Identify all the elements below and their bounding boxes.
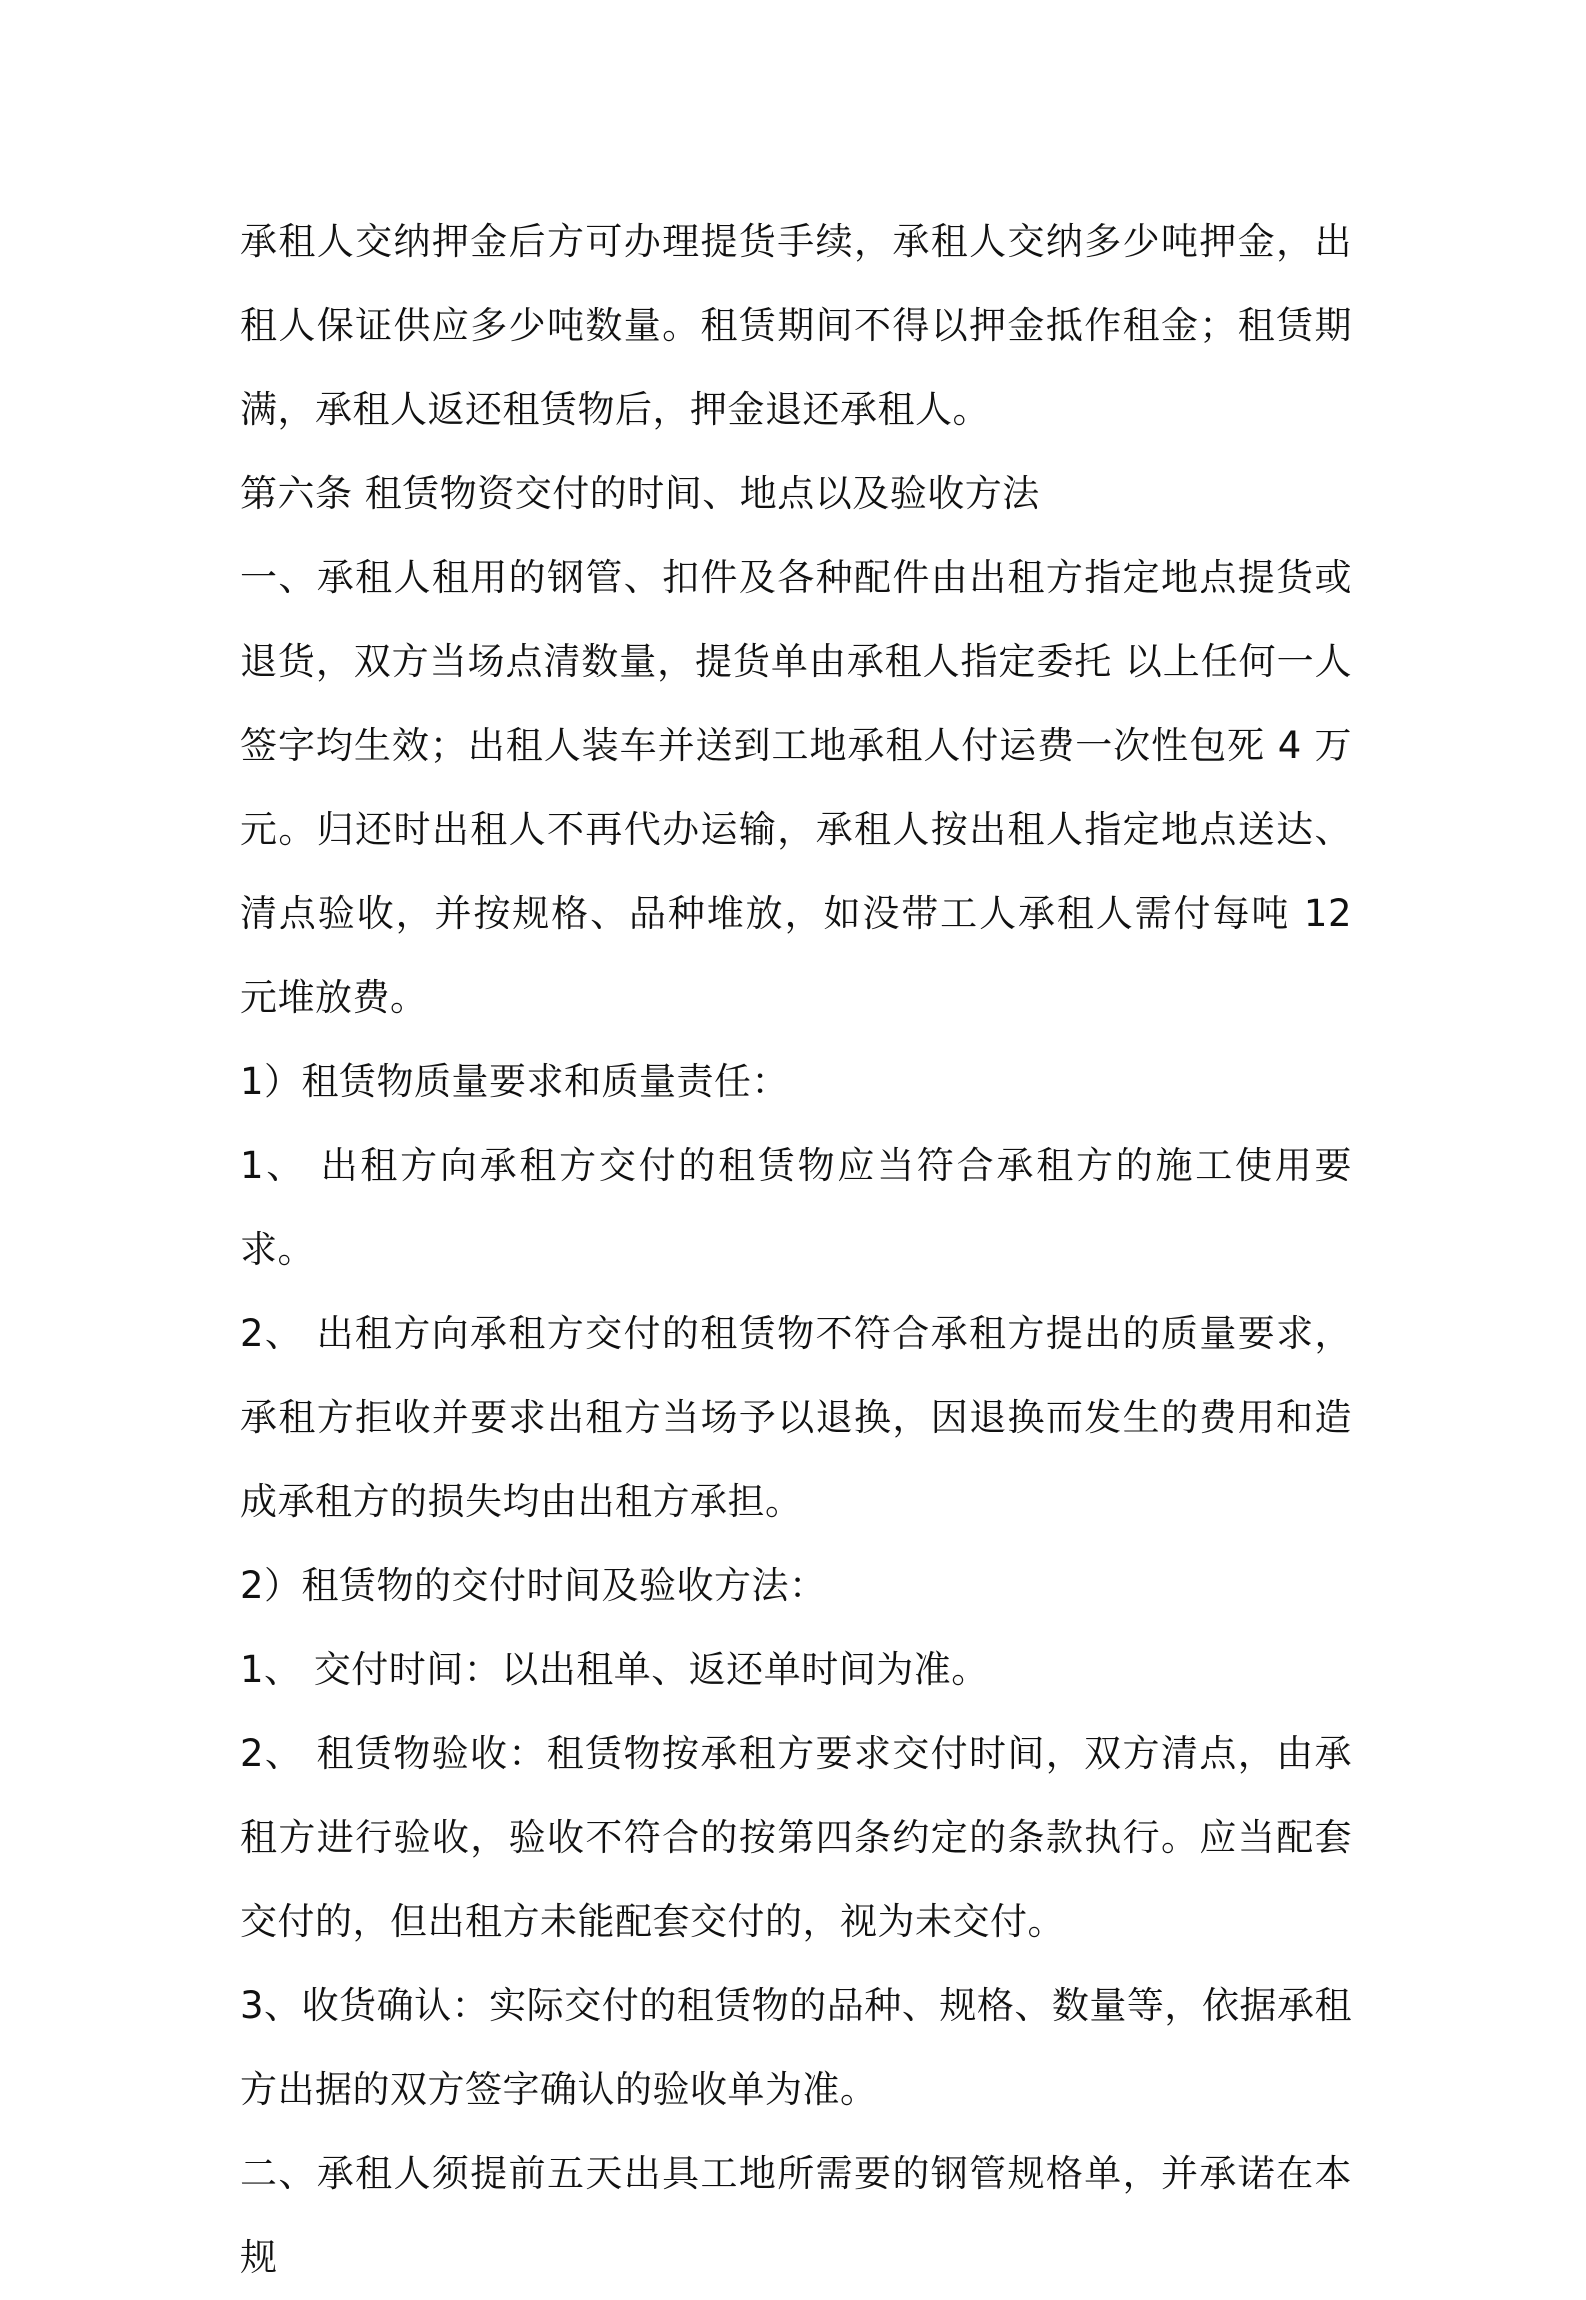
paragraph-deposit: 承租人交纳押金后方可办理提货手续，承租人交纳多少吨押金，出租人保证供应多少吨数量。租赁期间不得以押金抵作租金；租赁期满，承租人返还租赁物后，押金退还承租人。 (240, 220, 1352, 431)
paragraph-quality-1: 1、 出租方向承租方交付的租赁物应当符合承租方的施工使用要求。 (240, 1144, 1352, 1271)
paragraph-delivery-2: 2、 租赁物验收：租赁物按承租方要求交付时间，双方清点，由承租方进行验收，验收不符合的按第四条约定的条款执行。应当配套交付的，但出租方未能配套交付的，视为未交付。 (240, 1732, 1352, 1943)
paragraph-quality-2: 2、 出租方向承租方交付的租赁物不符合承租方提出的质量要求，承租方拒收并要求出租方当场予以退换，因退换而发生的费用和造成承租方的损失均由出租方承担。 (240, 1312, 1352, 1523)
subheading-delivery: 2）租赁物的交付时间及验收方法： (240, 1564, 827, 1607)
subheading-quality: 1）租赁物质量要求和质量责任： (240, 1060, 790, 1103)
paragraph-item-two: 二、承租人须提前五天出具工地所需要的钢管规格单，并承诺在本规 (240, 2152, 1352, 2279)
document-body (240, 200, 1352, 2300)
paragraph-delivery-1: 1、 交付时间：以出租单、返还单时间为准。 (240, 1648, 989, 1691)
article-six-heading: 第六条 租赁物资交付的时间、地点以及验收方法 (240, 472, 1040, 515)
paragraph-delivery-3: 3、收货确认：实际交付的租赁物的品种、规格、数量等，依据承租方出据的双方签字确认的验收单为准。 (240, 1984, 1352, 2111)
paragraph-item-one: 一、承租人租用的钢管、扣件及各种配件由出租方指定地点提货或退货，双方当场点清数量，提货单由承租人指定委托 以上任何一人签字均生效；出租人装车并送到工地承租人付运费一次性包死 4 万元。归还时出租人不再代办运输，承租人按出租人指定地点送达、清点验收，并按规格、品种堆放，如没带工人承租人需付每吨 12 元堆放费。 (240, 556, 1352, 1019)
